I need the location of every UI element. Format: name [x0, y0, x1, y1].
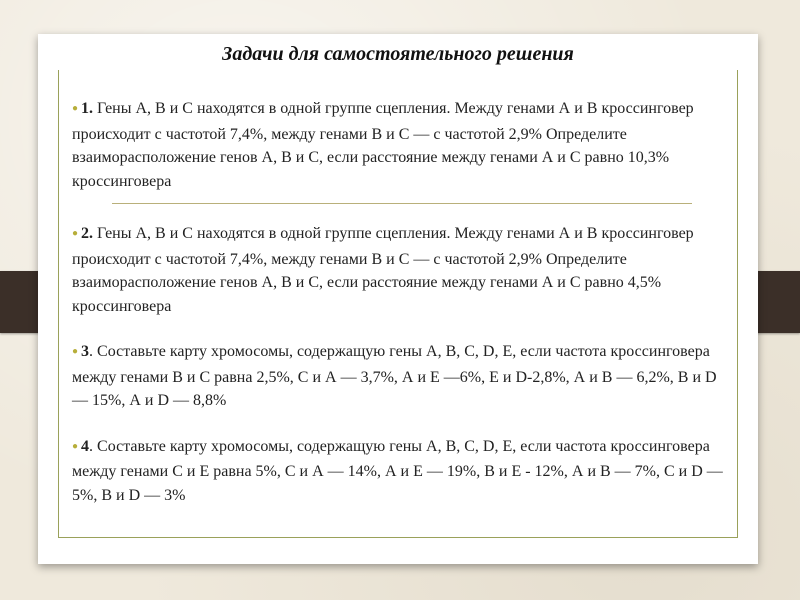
separator-line: [112, 203, 692, 204]
problem-2-number: 2.: [81, 225, 94, 242]
problem-4: [72, 435, 732, 508]
problem-1-number: 1.: [81, 100, 94, 117]
problem-1: [72, 97, 732, 193]
problem-2-text: Гены А, В и С находятся в одной группе сцепления. Между генами А и В кроссинговер происходит с частотой 7,4%, между генами В и С — с частотой 2,9% Определите взаиморасположение генов А, В и С, если расстояние между генами А и С равно 4,5% кроссинговера: [72, 225, 694, 315]
spacer: [72, 413, 732, 435]
slide-title: Задачи для самостоятельного решения: [58, 38, 738, 70]
problem-3-text: . Составьте карту хромосомы, содержащую гены А, В, С, D, E, если частота кроссинговера между генами В и С равна 2,5%, С и А — 3,7%, А и Е —6%, Е и D-2,8%, А и В — 6,2%, В и D — 15%, А и D — 8,8%: [72, 343, 717, 409]
spacer: [72, 318, 732, 340]
problem-3-number: 3: [81, 343, 90, 360]
problem-1-text: Гены А, В и С находятся в одной группе сцепления. Между генами А и В кроссинговер происходит с частотой 7,4%, между генами В и С — с частотой 2,9% Определите взаиморасположение генов А, В и С, если расстояние между генами А и С равно 10,3% кроссинговера: [72, 100, 694, 190]
problem-2: [72, 222, 732, 318]
bullet-icon: ●: [72, 346, 79, 357]
problem-4-text: . Составьте карту хромосомы, содержащую гены А, В, С, D, E, если частота кроссинговера между генами С и Е равна 5%, С и А — 14%, А и Е — 19%, В и Е - 12%, А и В — 7%, С и D — 5%, В и D — 3%: [72, 437, 723, 504]
problem-3: [72, 340, 732, 413]
bullet-icon: ●: [72, 440, 79, 452]
problem-4-number: 4: [81, 437, 90, 455]
bullet-icon: ●: [72, 103, 79, 114]
bullet-icon: ●: [72, 228, 79, 239]
problems-list: [72, 97, 732, 507]
